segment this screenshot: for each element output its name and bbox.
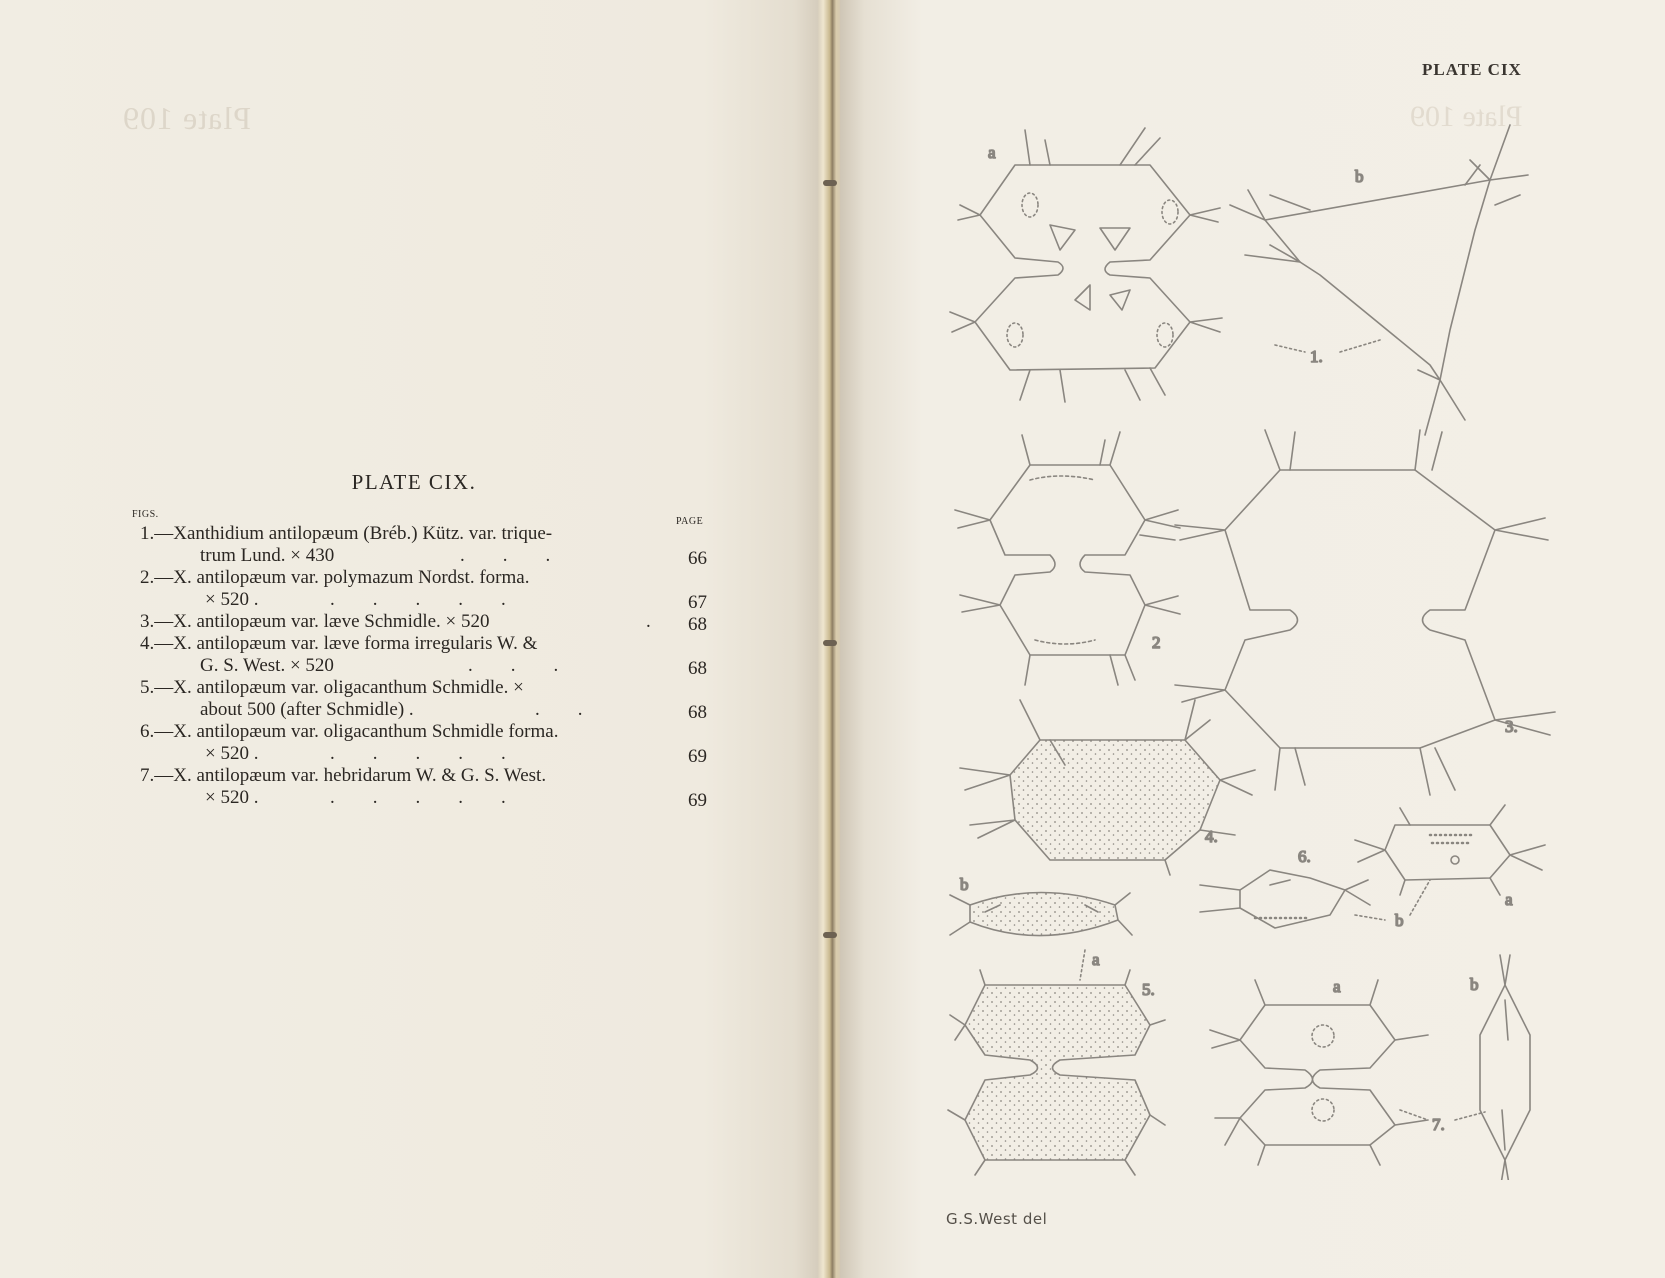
entry-6-text-2: × 520 . [205,743,259,764]
figure-7b [1480,955,1530,1180]
entry-7-text-2: × 520 . [205,787,259,808]
leader-dots: . [646,611,651,632]
plate-illustration [900,100,1580,1180]
entry-2-text: 2.—X. antilopæum var. polymazum Nordst. forma. [140,567,530,588]
leader-dots: . . . [468,655,559,676]
leader-dots: . . . . . [330,589,506,610]
fig-label-4: 4. [1205,827,1218,846]
entry-6-line-2 [205,743,258,765]
entry-7-page: 69 [688,790,707,811]
entry-5-line-2 [200,699,414,721]
figure-6b [1200,870,1370,928]
entry-5-text-2: about 500 (after Schmidle) . [200,699,414,720]
leader-dots: . . . . . [330,743,506,764]
entry-2-line-1 [140,567,529,589]
entry-4-line-1 [140,633,537,655]
leader-line-6 [1355,880,1430,920]
entry-1-line-2 [200,545,334,567]
binding-stitch [823,180,837,186]
entry-3-line-1 [140,611,490,633]
fig-label-1a: a [988,143,996,162]
fig-label-6a: a [1505,890,1513,909]
show-through-title: Plate 109 [1410,100,1523,133]
entry-1-text: 1.—Xanthidium antilopæum (Bréb.) Kütz. var. trique- [140,523,553,544]
left-page [0,0,828,1278]
entry-6-page: 69 [688,746,707,767]
leader-line-1 [1275,340,1380,352]
entry-4-line-2 [200,655,334,677]
entry-1-line-1 [140,523,552,545]
binding-stitch [823,932,837,938]
entry-3-page: 68 [688,614,707,635]
leader-line-5 [1080,950,1085,980]
entry-3-text: 3.—X. antilopæum var. læve Schmidle. × 520 [140,611,490,632]
entry-4-text-2: G. S. West. × 520 [200,655,334,676]
binding-stitch [823,640,837,646]
fig-label-5: a [1092,950,1100,969]
fig-label-1b: b [1355,167,1364,186]
page-column-label: PAGE [676,516,704,527]
show-through-title: Plate 109 [122,100,251,136]
leader-dots: . . [535,699,583,720]
fig-label-5a: 5. [1142,980,1155,999]
fig-label-5b: b [960,875,969,894]
entry-7-line-2 [205,787,258,809]
illustrator-credit: G.S.West del [946,1210,1048,1228]
figure-1a [950,128,1222,402]
fig-label-7a: a [1333,977,1341,996]
figure-6a [1355,805,1545,895]
entry-7-line-1 [140,765,546,787]
figure-5a [948,970,1165,1175]
figure-1b [1230,125,1528,435]
fig-label-6: b [1395,911,1404,930]
figure-4 [960,700,1255,875]
entry-5-text: 5.—X. antilopæum var. oligacanthum Schmidle. × [140,677,524,698]
fig-label-2: 2 [1152,633,1161,652]
entry-7-text: 7.—X. antilopæum var. hebridarum W. & G. S. West. [140,765,547,786]
entry-2-text-2: × 520 . [205,589,259,610]
plate-heading: PLATE CIX. [351,470,477,494]
entry-4-text: 4.—X. antilopæum var. læve forma irregularis W. & [140,633,538,654]
fig-label-3: 3. [1505,717,1518,736]
fig-label-7b: b [1470,975,1479,994]
leader-dots: . . . . . [330,787,506,808]
entry-5-page: 68 [688,702,707,723]
figure-2 [955,432,1180,685]
figure-7a [1210,980,1428,1165]
figure-3 [1175,430,1555,795]
entry-4-page: 68 [688,658,707,679]
fig-label-7: 7. [1432,1115,1445,1134]
entry-5-line-1 [140,677,524,699]
figs-column-label: FIGS. [132,509,159,520]
entry-6-text: 6.—X. antilopæum var. oligacanthum Schmidle forma. [140,721,559,742]
entry-1-text-2: trum Lund. × 430 [200,545,335,566]
plate-label: PLATE CIX [1422,60,1522,79]
figure-5b [950,893,1132,936]
entry-2-page: 67 [688,592,707,613]
entry-1-page: 66 [688,548,707,569]
entry-6-line-1 [140,721,558,743]
entry-2-line-2 [205,589,258,611]
fig-label-6b: 6. [1298,847,1311,866]
leader-dots: . . . [460,545,551,566]
fig-label-1: 1. [1310,347,1323,366]
